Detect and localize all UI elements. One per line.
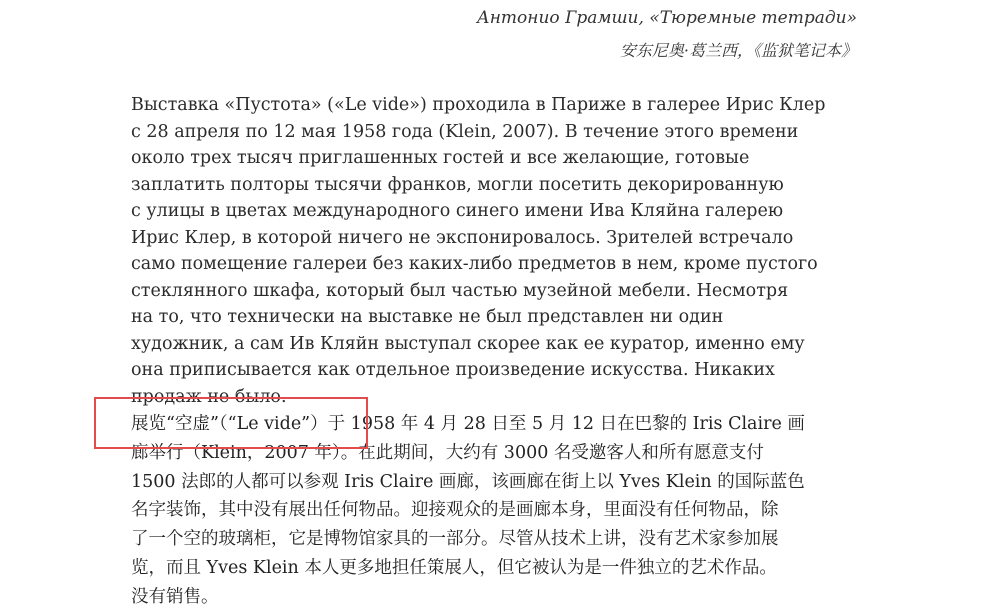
highlight-annotation-box <box>94 397 368 449</box>
russian-line: с улицы в цветах международного синего имени Ива Кляйна галерею <box>131 201 784 221</box>
russian-line: около трех тысяч приглашенных гостей и все желающие, готовые <box>131 148 750 168</box>
russian-line: продаж не было. <box>131 386 287 407</box>
russian-line: художник, а сам Ив Кляйн выступал скорее как ее куратор, именно ему <box>131 333 805 354</box>
russian-line: само помещение галереи без каких-либо предметов в нем, кроме пустого <box>131 254 818 274</box>
chinese-line: 名字装饰，其中没有展出任何物品。迎接观众的是画廊本身，里面没有任何物品，除 <box>131 500 779 521</box>
russian-paragraph <box>131 92 871 410</box>
russian-line: Ирис Клер, в которой ничего не экспонировалось. Зрителей встречало <box>131 227 794 248</box>
russian-line: она приписывается как отдельное произведение искусства. Никаких <box>131 360 775 380</box>
chinese-line: 廊举行（Klein，2007 年）。在此期间，大约有 3000 名受邀客人和所有愿意支付 <box>131 442 764 463</box>
russian-line: на то, что технически на выставке не был представлен ни один <box>131 307 724 327</box>
russian-line: с 28 апреля по 12 мая 1958 года (Klein, 2007). В течение этого времени <box>131 121 799 142</box>
epigraph-russian: Антонио Грамши, «Тюремные тетради» <box>476 8 857 28</box>
russian-line: стеклянного шкафа, который был частью музейной мебели. Несмотря <box>131 280 789 301</box>
chinese-line: 览，而且 Yves Klein 本人更多地担任策展人，但它被认为是一件独立的艺术作品。 <box>131 557 777 578</box>
epigraph-chinese: 安东尼奥·葛兰西，《监狱笔记本》 <box>619 41 857 60</box>
russian-line: Выставка «Пустота» («Le vide») проходила в Париже в галерее Ирис Клер <box>131 95 826 115</box>
chinese-line: 没有销售。 <box>131 586 219 607</box>
chinese-line: 1500 法郎的人都可以参观 Iris Claire 画廊，该画廊在街上以 Yves Klein 的国际蓝色 <box>131 471 805 492</box>
russian-line: заплатить полторы тысячи франков, могли посетить декорированную <box>131 174 784 195</box>
epigraph <box>477 4 857 64</box>
chinese-line: 了一个空的玻璃柜，它是博物馆家具的一部分。尽管从技术上讲，没有艺术家参加展 <box>131 529 779 550</box>
chinese-line: 展览“空虚”（“Le vide”）于 1958 年 4 月 28 日至 5 月 12 日在巴黎的 Iris Claire 画 <box>131 414 805 434</box>
